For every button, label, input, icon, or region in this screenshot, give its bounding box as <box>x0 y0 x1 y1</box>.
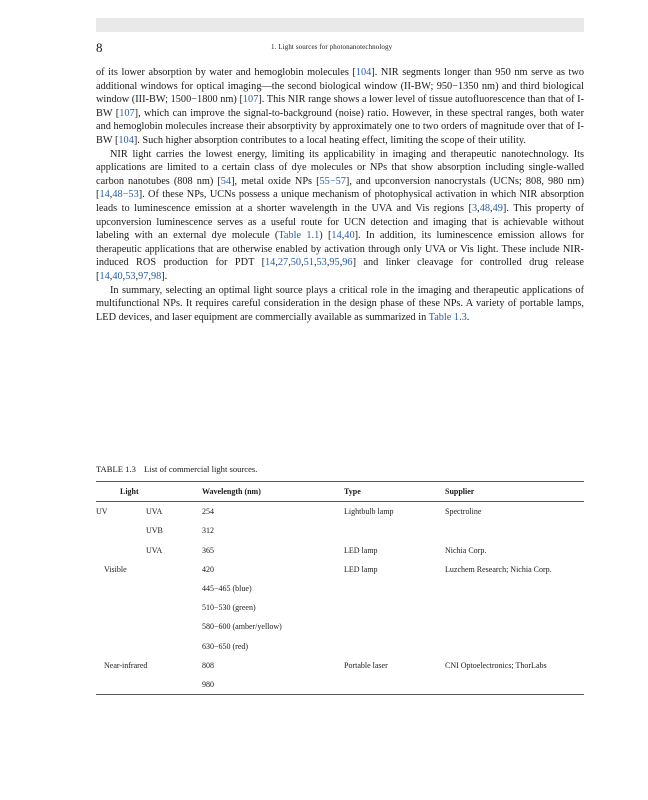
text-run: NIR light carries the lowest energy, limiting its applicability in imaging and therapeutic nanotechnology. Its applications are limited to a certain class of dye molecules or NPs that show absorption including single-walled carbon nanotubes (808 nm) [ <box>96 148 584 187</box>
table-row <box>96 521 584 540</box>
cell-wavelength: 420 <box>202 564 214 574</box>
table-row <box>96 637 584 656</box>
text-run: , <box>301 257 304 269</box>
text-run: ], which can improve the signal-to-background (noise) ratio. However, in these spectral ranges, both water and hemoglobin molecules increase their absorptivity by approximately one to two orders of magnitude over that of I-BW [ <box>96 107 584 146</box>
text-run: , <box>109 270 113 282</box>
table-row <box>96 598 584 617</box>
table-caption <box>96 464 257 474</box>
light-sources-table <box>96 481 584 695</box>
cell-wavelength: 365 <box>202 545 214 555</box>
citation-link[interactable]: 3 <box>472 202 478 214</box>
citation-link[interactable]: 51 <box>303 257 314 269</box>
cell-wavelength: 980 <box>202 679 214 689</box>
col-header-supplier: Supplier <box>445 487 475 496</box>
text-run: , <box>148 270 151 282</box>
cell-light-group: Visible <box>104 564 127 574</box>
text-run: . <box>466 311 470 323</box>
table-row <box>96 579 584 598</box>
citation-link[interactable]: 50 <box>290 257 302 269</box>
col-header-light: Light <box>120 487 139 496</box>
citation-link[interactable]: 53 <box>316 257 327 269</box>
text-run: ] and linker cleavage for controlled drug release [ <box>96 257 584 282</box>
text-run: , <box>477 202 480 214</box>
text-run: ]. Of these NPs, UCNs possess a unique mechanism of photophysical activation in which NIR absorption leads to luminescence emission at a shorter wavelength in the UVA and Vis regions [ <box>96 189 584 214</box>
table-row <box>96 675 584 694</box>
citation-link[interactable]: 49 <box>492 202 503 214</box>
table-row <box>96 560 584 579</box>
cell-supplier: Luzchem Research; Nichia Corp. <box>445 564 552 574</box>
cell-supplier: Nichia Corp. <box>445 545 487 555</box>
text-run: ]. This NIR range shows a lower level of tissue autofluorescence than that of I-BW [ <box>96 94 584 119</box>
text-run: , <box>109 189 113 201</box>
citation-link[interactable]: 104 <box>355 67 372 78</box>
table-body <box>96 502 584 694</box>
text-run: ]. This property of upconversion luminescence serves as a useful route for UCN detection and imaging that is achievable without labeling with an external dye molecule ( <box>96 202 584 242</box>
cell-light-sub: UVB <box>146 526 163 536</box>
paragraph <box>96 66 584 148</box>
text-run: ], metal oxide NPs [ <box>231 175 320 187</box>
col-header-wavelength: Wavelength (nm) <box>202 487 261 496</box>
cell-supplier: CNI Optoelectronics; ThorLabs <box>445 660 547 670</box>
cell-type: LED lamp <box>344 564 378 574</box>
body-text <box>96 66 584 324</box>
table-header-row <box>96 482 584 501</box>
cell-wavelength: 254 <box>202 507 214 517</box>
citation-link[interactable]: Table 1.3 <box>428 311 467 323</box>
table-row <box>96 502 584 521</box>
citation-link[interactable]: 14 <box>265 257 276 269</box>
text-run: ]. In addition, its luminescence emission allows for therapeutic applications that are otherwise enabled by activation through only UVA or Vis light. These include NIR-induced ROS production for PDT [ <box>96 230 585 269</box>
text-run: , <box>288 257 291 269</box>
citation-link[interactable]: 14 <box>331 230 342 242</box>
citation-link[interactable]: 95 <box>329 257 340 269</box>
citation-link[interactable]: 14 <box>99 270 110 282</box>
text-run: ]. Such higher absorption contributes to a local heating effect, limiting the scope of their utility. <box>133 134 526 146</box>
citation-link[interactable]: 48 <box>479 202 491 214</box>
citation-link[interactable]: 40 <box>344 230 355 242</box>
cell-wavelength: 630−650 (red) <box>202 641 249 651</box>
citation-link[interactable]: 54 <box>220 175 232 187</box>
cell-wavelength: 808 <box>202 660 214 670</box>
top-gray-bar <box>96 18 584 32</box>
text-run: ]. NIR segments longer than 950 nm serve as two additional windows for optical imaging—the second biological window (II-BW; 950−1350 nm) and third biological window (III-BW; 1500−1800 nm) [ <box>96 67 584 106</box>
citation-link[interactable]: 107 <box>242 94 259 106</box>
citation-link[interactable]: 97 <box>138 270 149 282</box>
citation-link[interactable]: 48−53 <box>112 189 139 201</box>
citation-link[interactable]: 107 <box>119 107 135 119</box>
cell-wavelength: 445−465 (blue) <box>202 583 252 593</box>
citation-link[interactable]: 55−57 <box>319 175 346 187</box>
page-number: 8 <box>96 40 103 55</box>
citation-link[interactable]: 27 <box>277 257 289 269</box>
table-bottom-rule <box>96 694 584 695</box>
text-run: In summary, selecting an optimal light source plays a critical role in the imaging and therapeutic applications of multifunctional NPs. It requires careful consideration in the design phase of these NPs. A variety of portable lamps, LED devices, and laser equipment are commercially available as summarized in <box>96 284 584 323</box>
text-run: , <box>341 230 345 242</box>
page-header <box>96 34 584 56</box>
table-row <box>96 656 584 675</box>
text-run: , <box>135 270 139 282</box>
cell-type: LED lamp <box>344 545 378 555</box>
text-run: ) [ <box>319 230 332 242</box>
paragraph <box>96 284 584 325</box>
cell-light-group: UV <box>96 507 108 517</box>
paragraph <box>96 148 584 284</box>
citation-link[interactable]: 104 <box>118 134 134 146</box>
text-run: , <box>339 257 343 269</box>
cell-supplier: Spectroline <box>445 507 482 517</box>
table-label: TABLE 1.3 <box>96 464 136 474</box>
table-row <box>96 541 584 560</box>
text-run: , <box>122 270 126 282</box>
text-run: ], and upconversion nanocrystals (UCNs; 808, 980 nm) [ <box>96 175 584 201</box>
citation-link[interactable]: 53 <box>125 270 136 282</box>
table-row <box>96 617 584 636</box>
citation-link[interactable]: 96 <box>342 257 353 269</box>
citation-link[interactable]: 98 <box>150 270 162 282</box>
text-run: , <box>275 257 278 269</box>
cell-light-sub: UVA <box>146 545 163 555</box>
col-header-type: Type <box>344 487 361 496</box>
citation-link[interactable]: Table 1.1 <box>278 230 320 242</box>
cell-type: Lightbulb lamp <box>344 507 394 517</box>
cell-light-sub: UVA <box>146 507 163 517</box>
cell-wavelength: 510−530 (green) <box>202 603 256 613</box>
text-run: , <box>490 202 493 214</box>
table-title: List of commercial light sources. <box>144 464 258 474</box>
citation-link[interactable]: 40 <box>112 270 123 282</box>
citation-link[interactable]: 14 <box>99 189 110 201</box>
text-run: , <box>326 257 330 269</box>
text-run: ]. <box>161 270 168 282</box>
cell-wavelength: 580−600 (amber/yellow) <box>202 622 282 632</box>
text-run: of its lower absorption by water and hemoglobin molecules [ <box>96 67 356 78</box>
text-run: , <box>313 257 317 269</box>
cell-wavelength: 312 <box>202 526 214 536</box>
cell-type: Portable laser <box>344 660 388 670</box>
running-title: 1. Light sources for photonanotechnology <box>271 43 393 51</box>
cell-light-group: Near-infrared <box>104 660 148 670</box>
